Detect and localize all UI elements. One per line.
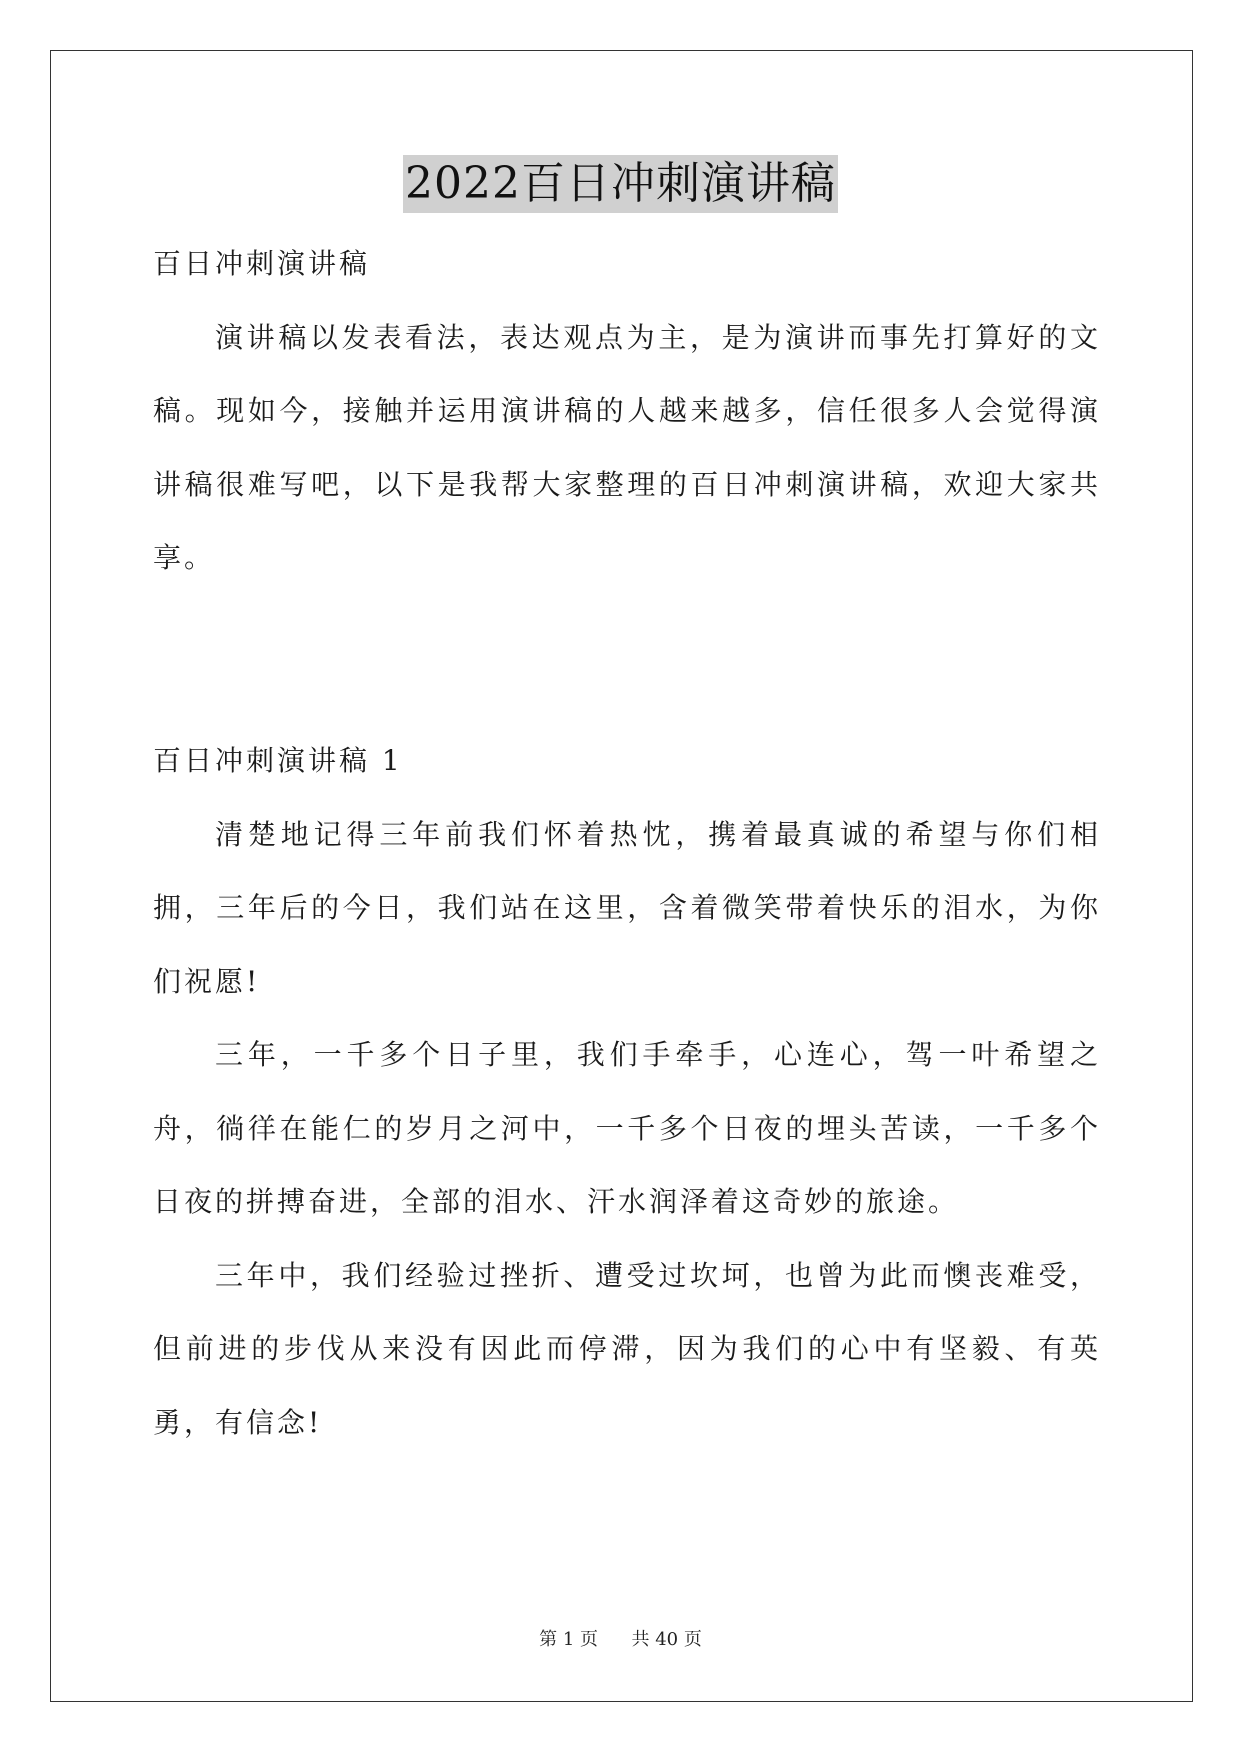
title-wrap: [0, 155, 1241, 213]
section-1-paragraph-2: 三年，一千多个日子里，我们手牵手，心连心，驾一叶希望之舟，徜徉在能仁的岁月之河中，一千多个日夜的埋头苦读，一千多个日夜的拼搏奋进，全部的泪水、汗水润泽着这奇妙的旅途。: [153, 1038, 1101, 1218]
page-total: 共 40 页: [631, 1629, 702, 1650]
intro-block: [153, 227, 1101, 595]
page-footer: [0, 1625, 1241, 1651]
section-1-paragraph-3: 三年中，我们经验过挫折、遭受过坎坷，也曾为此而懊丧难受，但前进的步伐从来没有因此而停滞，因为我们的心中有坚毅、有英勇，有信念!: [153, 1258, 1101, 1439]
page-number: 第 1 页: [539, 1629, 599, 1650]
intro-paragraph: 演讲稿以发表看法，表达观点为主，是为演讲而事先打算好的文稿。现如今，接触并运用演讲稿的人越来越多，信任很多人会觉得演讲稿很难写吧，以下是我帮大家整理的百日冲刺演讲稿，欢迎大家共享。: [153, 320, 1101, 574]
section-1-block: [153, 724, 1101, 1459]
intro-heading: 百日冲刺演讲稿: [153, 247, 371, 280]
section-1-paragraph-1: 清楚地记得三年前我们怀着热忱，携着最真诚的希望与你们相拥，三年后的今日，我们站在这里，含着微笑带着快乐的泪水，为你们祝愿!: [153, 817, 1101, 998]
section-1-heading: 百日冲刺演讲稿 1: [153, 744, 403, 777]
document-title: 2022百日冲刺演讲稿: [403, 155, 838, 213]
